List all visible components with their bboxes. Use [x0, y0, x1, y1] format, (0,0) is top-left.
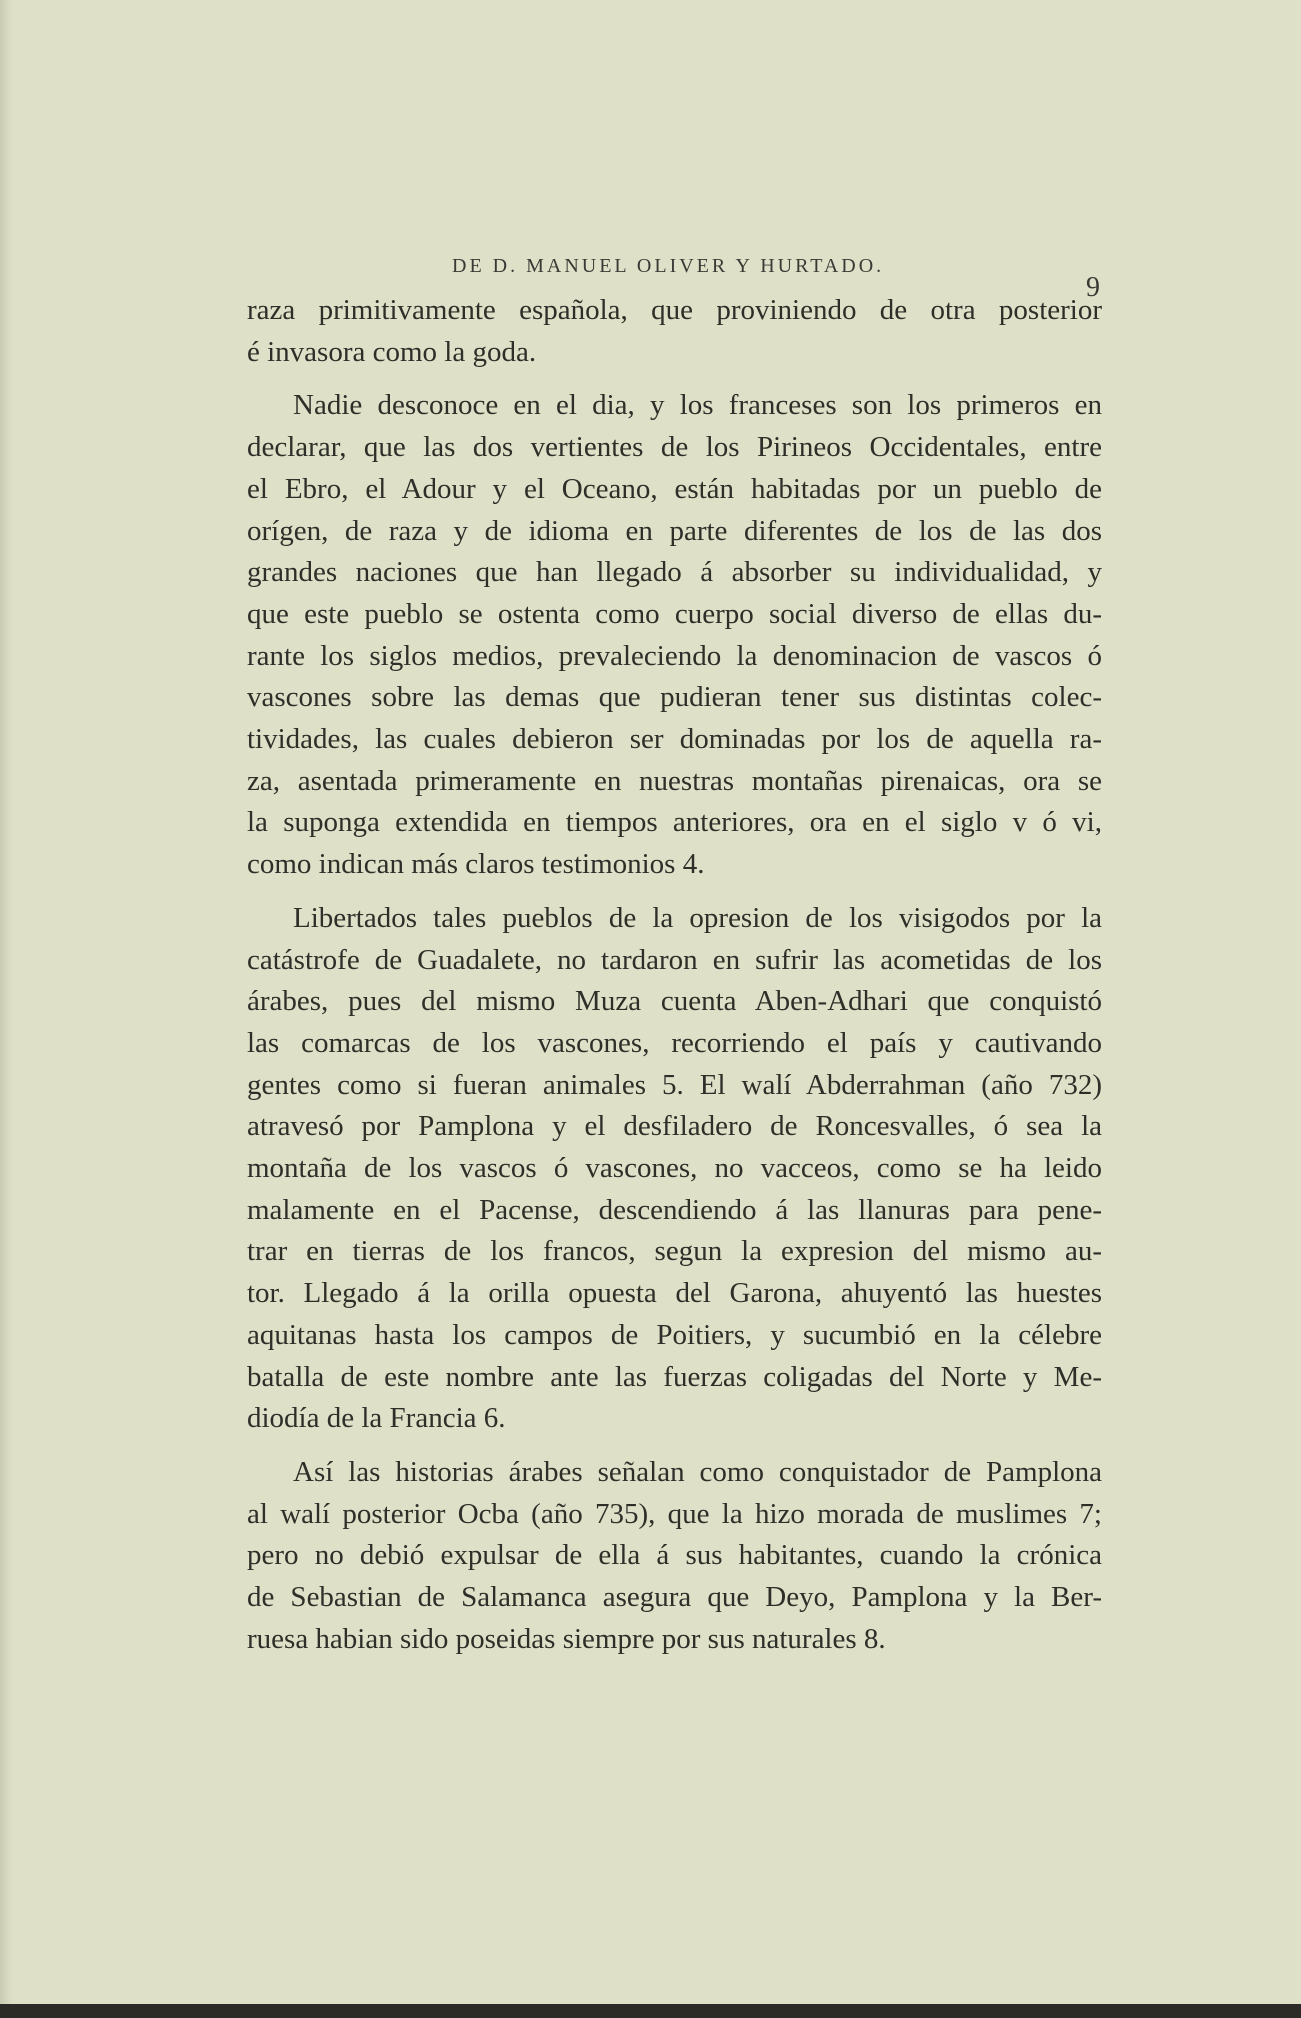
text-line: raza primitivamente española, que proviniendo de otra posterior [247, 294, 1102, 326]
text-line: diodía de la Francia 6. [247, 1402, 506, 1435]
text-line: trar en tierras de los francos, segun la expresion del mismo au- [247, 1235, 1102, 1268]
text-line: gentes como si fueran animales 5. El walí Abderrahman (año 732) [247, 1068, 1102, 1101]
text-line: de Sebastian de Salamanca asegura que Deyo, Pamplona y la Ber- [247, 1581, 1102, 1614]
text-line: al walí posterior Ocba (año 735), que la hizo morada de muslimes 7; [247, 1497, 1102, 1530]
text-line: las comarcas de los vascones, recorriendo el país y cautivando [247, 1026, 1102, 1059]
page-bottom-edge [0, 2004, 1301, 2018]
text-line: za, asentada primeramente en nuestras montañas pirenaicas, ora se [247, 764, 1102, 797]
text-line: ruesa habian sido poseidas siempre por sus naturales 8. [247, 1622, 886, 1655]
text-line: como indican más claros testimonios 4. [247, 848, 705, 881]
paragraph [247, 898, 1102, 1440]
page-number: 9 [1086, 272, 1100, 303]
text-line: vascones sobre las demas que pudieran tener sus distintas colec- [247, 681, 1102, 714]
text-line: grandes naciones que han llegado á absorber su individualidad, y [247, 556, 1102, 589]
page-left-edge [0, 0, 12, 2018]
text-line: que este pueblo se ostenta como cuerpo social diverso de ellas du- [247, 597, 1102, 630]
text-line: el Ebro, el Adour y el Oceano, están habitadas por un pueblo de [247, 472, 1102, 505]
text-line: rante los siglos medios, prevaleciendo la denominacion de vascos ó [247, 639, 1102, 672]
text-line: aquitanas hasta los campos de Poitiers, y sucumbió en la célebre [247, 1318, 1102, 1351]
text-line: la suponga extendida en tiempos anteriores, ora en el siglo v ó vi, [247, 806, 1102, 839]
text-line: malamente en el Pacense, descendiendo á las llanuras para pene- [247, 1193, 1102, 1226]
text-line: catástrofe de Guadalete, no tardaron en sufrir las acometidas de los [247, 943, 1102, 976]
text-line: Libertados tales pueblos de la opresion de los visigodos por la [293, 901, 1102, 934]
text-line: árabes, pues del mismo Muza cuenta Aben-Adhari que conquistó [247, 985, 1102, 1018]
body-text [247, 290, 1102, 1673]
text-line: tividades, las cuales debieron ser dominadas por los de aquella ra- [247, 723, 1102, 756]
text-line: tor. Llegado á la orilla opuesta del Garona, ahuyentó las huestes [247, 1277, 1102, 1310]
text-line: pero no debió expulsar de ella á sus habitantes, cuando la crónica [247, 1539, 1102, 1572]
text-line: Nadie desconoce en el dia, y los franceses son los primeros en [293, 389, 1102, 422]
text-line: montaña de los vascos ó vascones, no vacceos, como se ha leido [247, 1152, 1102, 1185]
paragraph [247, 1452, 1102, 1661]
text-line: orígen, de raza y de idioma en parte diferentes de los de las dos [247, 514, 1102, 547]
text-line: Así las historias árabes señalan como conquistador de Pamplona [293, 1455, 1102, 1488]
text-line: declarar, que las dos vertientes de los Pirineos Occidentales, entre [247, 431, 1102, 464]
paragraph [247, 290, 1102, 373]
paragraph [247, 385, 1102, 885]
text-line: atravesó por Pamplona y el desfiladero de Roncesvalles, ó sea la [247, 1110, 1102, 1143]
text-line: é invasora como la goda. [247, 335, 537, 368]
running-header: DE D. MANUEL OLIVER Y HURTADO. [452, 255, 885, 277]
text-line: batalla de este nombre ante las fuerzas coligadas del Norte y Me- [247, 1360, 1102, 1393]
